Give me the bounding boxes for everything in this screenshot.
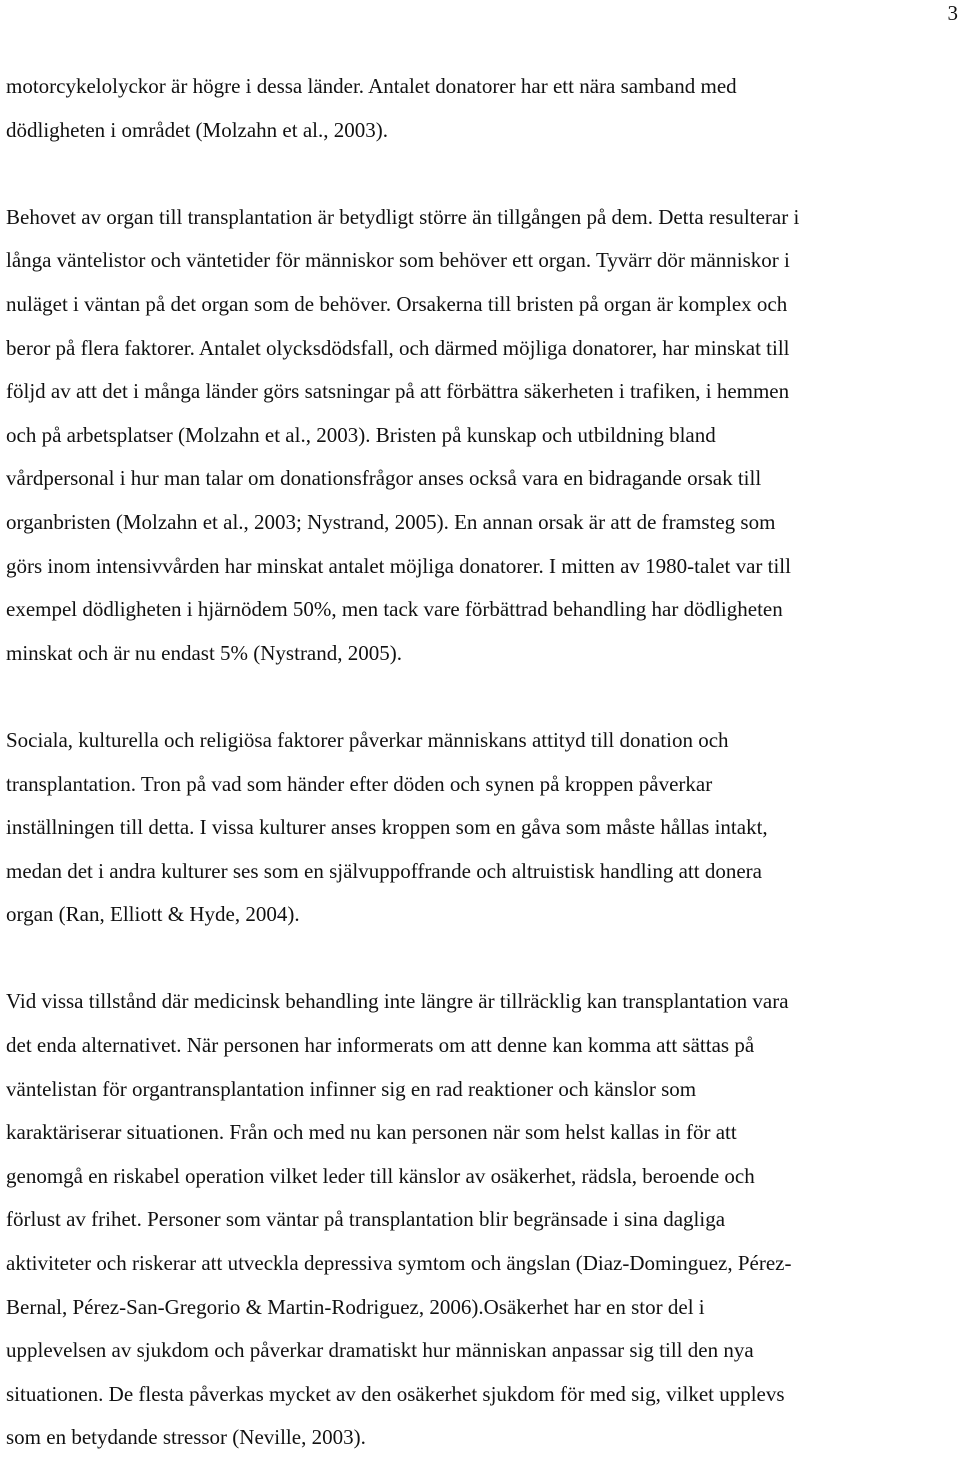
page-number: 3	[947, 1, 958, 25]
text-line: minskat och är nu endast 5% (Nystrand, 2005).	[6, 640, 402, 665]
text-line: karaktäriserar situationen. Från och med nu kan personen när som helst kallas in för att	[6, 1120, 737, 1145]
document-body	[6, 65, 954, 1460]
text-line: aktiviteter och riskerar att utveckla depressiva symtom och ängslan (Diaz-Dominguez, Pérez-	[6, 1251, 792, 1276]
paragraph-spacer	[6, 675, 954, 719]
text-line: följd av att det i många länder görs satsningar på att förbättra säkerheten i trafiken, i hemmen	[6, 379, 790, 404]
text-line: genomgå en riskabel operation vilket leder till känslor av osäkerhet, rädsla, beroende och	[6, 1163, 755, 1188]
text-line: och på arbetsplatser (Molzahn et al., 2003). Bristen på kunskap och utbildning bland	[6, 422, 716, 447]
paragraph-2	[6, 196, 954, 676]
text-line: exempel dödligheten i hjärnödem 50%, men tack vare förbättrad behandling har dödligheten	[6, 597, 783, 622]
text-line: Bernal, Pérez-San-Gregorio & Martin-Rodriguez, 2006).Osäkerhet har en stor del i	[6, 1294, 705, 1319]
paragraph-spacer	[6, 937, 954, 981]
text-line: motorcykelolyckor är högre i dessa länder. Antalet donatorer har ett nära samband med	[6, 74, 737, 98]
text-line: vårdpersonal i hur man talar om donationsfrågor anses också vara en bidragande orsak till	[6, 466, 762, 491]
text-line: förlust av frihet. Personer som väntar på transplantation blir begränsade i sina dagliga	[6, 1207, 726, 1232]
paragraph-spacer	[6, 152, 954, 196]
text-line: Sociala, kulturella och religiösa faktorer påverkar människans attityd till donation och	[6, 727, 729, 752]
text-line: transplantation. Tron på vad som händer efter döden och synen på kroppen påverkar	[6, 771, 713, 796]
text-line: långa väntelistor och väntetider för människor som behöver ett organ. Tyvärr dör människor i	[6, 248, 790, 273]
text-line: väntelistan för organtransplantation infinner sig en rad reaktioner och känslor som	[6, 1076, 697, 1101]
text-line: som en betydande stressor (Neville, 2003).	[6, 1425, 366, 1450]
text-line: upplevelsen av sjukdom och påverkar dramatiskt hur människan anpassar sig till den nya	[6, 1338, 754, 1363]
text-line: Behovet av organ till transplantation är betydligt större än tillgången på dem. Detta resulterar i	[6, 204, 800, 229]
text-line: situationen. De flesta påverkas mycket av den osäkerhet sjukdom för med sig, vilket upplevs	[6, 1381, 785, 1406]
text-line: det enda alternativet. När personen har informerats om att denne kan komma att sättas på	[6, 1033, 755, 1058]
text-line: beror på flera faktorer. Antalet olycksdödsfall, och därmed möjliga donatorer, har minskat till	[6, 335, 790, 360]
paragraph-4	[6, 980, 954, 1460]
text-line: nuläget i väntan på det organ som de behöver. Orsakerna till bristen på organ är komplex och	[6, 291, 788, 316]
text-line: organbristen (Molzahn et al., 2003; Nystrand, 2005). En annan orsak är att de framsteg som	[6, 509, 776, 534]
text-line: inställningen till detta. I vissa kulturer anses kroppen som en gåva som måste hållas intakt,	[6, 815, 768, 840]
paragraph-3	[6, 719, 954, 937]
text-line: medan det i andra kulturer ses som en självuppoffrande och altruistisk handling att donera	[6, 858, 762, 883]
text-line: organ (Ran, Elliott & Hyde, 2004).	[6, 902, 300, 927]
text-line: Vid vissa tillstånd där medicinsk behandling inte längre är tillräcklig kan transplantation vara	[6, 989, 789, 1014]
paragraph-1	[6, 65, 954, 152]
text-line: dödligheten i området (Molzahn et al., 2003).	[6, 117, 388, 142]
text-line: görs inom intensivvården har minskat antalet möjliga donatorer. I mitten av 1980-talet var till	[6, 553, 791, 578]
